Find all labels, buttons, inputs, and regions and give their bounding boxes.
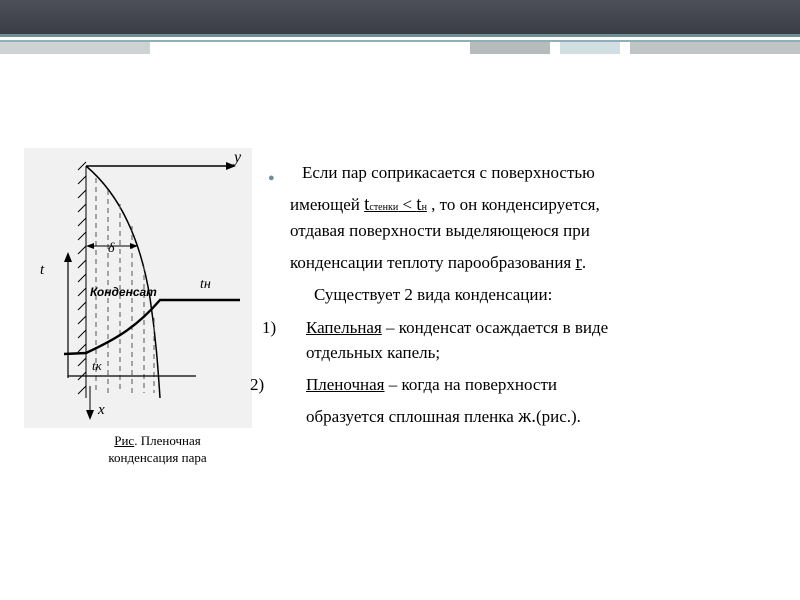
decorative-band bbox=[0, 34, 800, 56]
item-1-line-1: Капельная – конденсат осаждается в виде bbox=[306, 318, 609, 337]
title-bar bbox=[0, 0, 800, 34]
y-axis-label: y bbox=[234, 149, 242, 166]
condensate-label: Конденсат bbox=[90, 285, 157, 299]
types-intro: Существует 2 вида конденсации: bbox=[314, 285, 553, 304]
caption-prefix: Рис bbox=[114, 433, 135, 448]
item-1-line-2: отдельных капель; bbox=[306, 343, 441, 362]
bullet-line-4: конденсации теплоту парообразования r. bbox=[290, 252, 587, 273]
item-2-number: 2) bbox=[250, 375, 265, 394]
film-condensation-diagram bbox=[24, 148, 252, 428]
figure-caption bbox=[80, 432, 235, 466]
term-film: Пленочная bbox=[306, 375, 385, 394]
bullet-line-2: имеющей tстенки < tн , то он конденсируется, bbox=[290, 194, 600, 215]
term-drop: Капельная bbox=[306, 318, 382, 337]
delta-label: δ bbox=[108, 241, 115, 256]
bullet-line-3: отдавая поверхности выделяющеюся при bbox=[290, 221, 590, 240]
item-1-number: 1) bbox=[262, 318, 277, 337]
bullet-line-1: Если пар соприкасается с поверхностью bbox=[302, 163, 595, 182]
condensation-figure bbox=[24, 148, 252, 428]
bullet-dot: ● bbox=[268, 172, 275, 184]
x-axis-label: x bbox=[98, 402, 105, 418]
item-2-line-1: Пленочная – когда на поверхности bbox=[306, 375, 558, 394]
t-n-label: tн bbox=[200, 277, 211, 292]
item-2-line-2: образуется сплошная пленка ж.(рис.). bbox=[306, 406, 581, 427]
t-k-label: tк bbox=[92, 358, 102, 373]
t-axis-label: t bbox=[40, 262, 45, 278]
caption-text: . Пленочная конденсация пара bbox=[108, 433, 207, 465]
